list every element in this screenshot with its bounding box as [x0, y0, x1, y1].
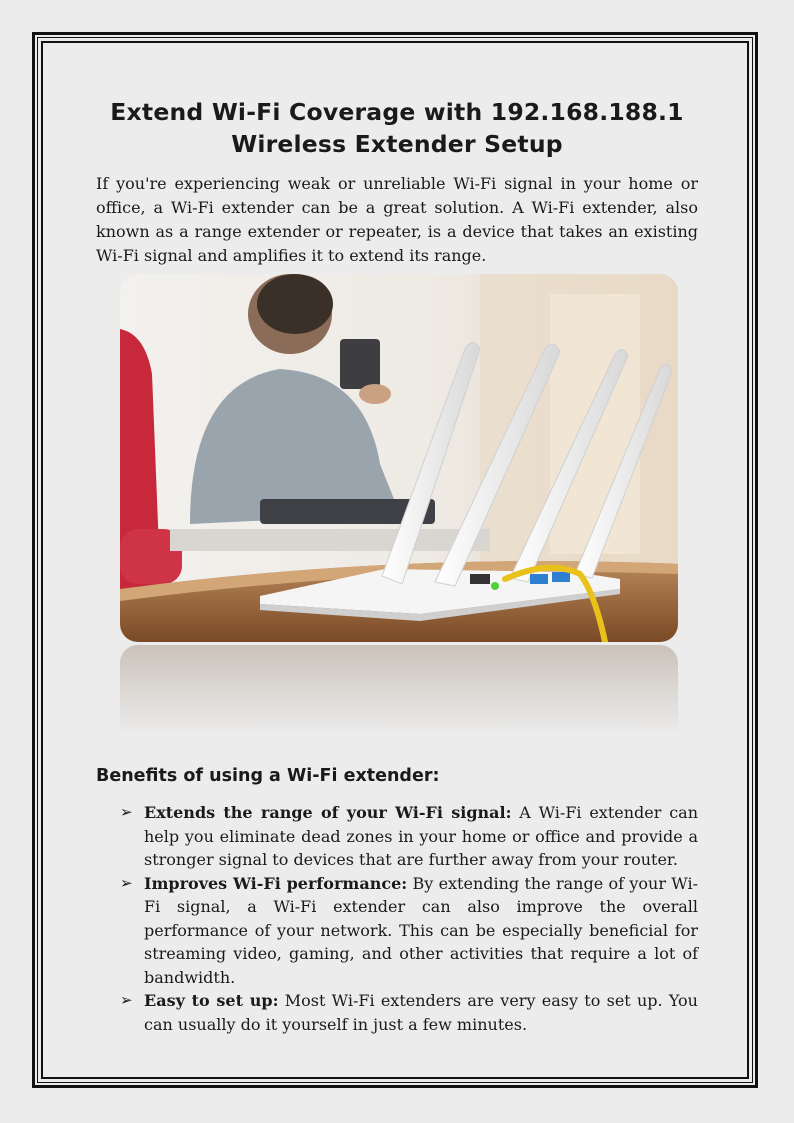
benefit-title: Improves Wi-Fi performance: [144, 873, 408, 893]
benefit-text: By extending the range of your Wi-Fi signal, a Wi-Fi extender can also improve the overall performance of your network. This can be especially beneficial for streaming video, gaming, and other activities that require a lot of bandwidth. [144, 873, 698, 987]
benefits-list [120, 801, 698, 1036]
benefits-heading: Benefits of using a Wi-Fi extender: [96, 766, 440, 786]
page-title: Extend Wi-Fi Coverage with 192.168.188.1 Wireless Extender Setup [110, 98, 684, 158]
benefit-title: Extends the range of your Wi-Fi signal: [144, 803, 512, 822]
intro-paragraph: If you're experiencing weak or unreliable Wi-Fi signal in your home or office, a Wi-Fi extender can be a great solution. A Wi-Fi extender, also known as a range extender or repeater, is a device that takes an existing Wi-Fi signal and amplifies it to extend its range. [96, 174, 698, 265]
list-item [120, 872, 698, 990]
arrow-bullet-icon: ➢ [120, 873, 133, 892]
document-body [96, 96, 698, 268]
benefit-title: Easy to set up: [144, 991, 279, 1010]
benefit-text: A Wi-Fi extender can help you eliminate dead zones in your home or office and provide a stronger signal to devices that are further away from your router. [144, 803, 698, 869]
benefit-text: Most Wi-Fi extenders are very easy to set up. You can usually do it yourself in just a few minutes. [144, 991, 698, 1034]
photo-reflection [120, 645, 678, 735]
arrow-bullet-icon: ➢ [120, 991, 133, 1009]
arrow-bullet-icon: ➢ [120, 803, 133, 821]
list-item [120, 801, 698, 872]
router-photo [120, 274, 678, 642]
list-item [120, 989, 698, 1036]
